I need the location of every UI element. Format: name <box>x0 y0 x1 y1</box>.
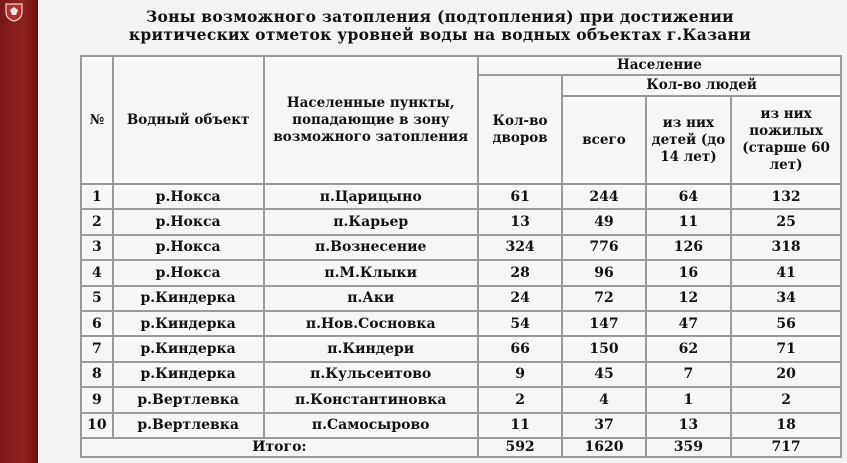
cell-households: 11 <box>478 413 562 438</box>
cell-children: 13 <box>646 413 731 438</box>
cell-settlement: п.Киндери <box>264 336 478 361</box>
cell-num: 1 <box>81 184 113 209</box>
cell-water-object: р.Нокса <box>113 184 264 209</box>
cell-num: 8 <box>81 362 113 387</box>
table-row <box>81 311 841 336</box>
table-row <box>81 286 841 311</box>
cell-total: 37 <box>562 413 645 438</box>
cell-households: 66 <box>478 336 562 361</box>
cell-num: 4 <box>81 260 113 285</box>
totals-elderly: 717 <box>731 438 841 457</box>
title-line-2: критических отметок уровней воды на водных объектах г.Казани <box>128 25 752 44</box>
cell-children: 126 <box>646 235 731 260</box>
cell-total: 96 <box>562 260 645 285</box>
cell-elderly: 18 <box>731 413 841 438</box>
cell-settlement: п.Кульсеитово <box>264 362 478 387</box>
cell-total: 147 <box>562 311 645 336</box>
flood-zones-table <box>80 55 842 458</box>
cell-settlement: п.Карьер <box>264 209 478 234</box>
header-total: всего <box>562 96 645 184</box>
cell-children: 47 <box>646 311 731 336</box>
page-title <box>80 8 800 44</box>
cell-elderly: 41 <box>731 260 841 285</box>
table-row <box>81 387 841 412</box>
cell-total: 150 <box>562 336 645 361</box>
cell-total: 45 <box>562 362 645 387</box>
cell-settlement: п.Нов.Сосновка <box>264 311 478 336</box>
cell-settlement: п.Вознесение <box>264 235 478 260</box>
cell-children: 7 <box>646 362 731 387</box>
cell-households: 2 <box>478 387 562 412</box>
cell-households: 324 <box>478 235 562 260</box>
cell-total: 244 <box>562 184 645 209</box>
cell-elderly: 132 <box>731 184 841 209</box>
cell-total: 4 <box>562 387 645 412</box>
cell-children: 64 <box>646 184 731 209</box>
cell-elderly: 56 <box>731 311 841 336</box>
cell-elderly: 318 <box>731 235 841 260</box>
header-elderly: из них пожилых (старше 60 лет) <box>731 96 841 184</box>
cell-elderly: 25 <box>731 209 841 234</box>
table-row <box>81 413 841 438</box>
totals-children: 359 <box>646 438 731 457</box>
cell-children: 11 <box>646 209 731 234</box>
totals-row <box>81 438 841 457</box>
table-row <box>81 336 841 361</box>
cell-households: 9 <box>478 362 562 387</box>
cell-water-object: р.Киндерка <box>113 362 264 387</box>
cell-children: 1 <box>646 387 731 412</box>
side-band <box>0 0 38 463</box>
cell-settlement: п.Константиновка <box>264 387 478 412</box>
table-row <box>81 260 841 285</box>
cell-num: 2 <box>81 209 113 234</box>
cell-households: 24 <box>478 286 562 311</box>
cell-num: 9 <box>81 387 113 412</box>
cell-num: 6 <box>81 311 113 336</box>
cell-num: 7 <box>81 336 113 361</box>
cell-water-object: р.Нокса <box>113 235 264 260</box>
cell-children: 16 <box>646 260 731 285</box>
table-row <box>81 235 841 260</box>
cell-settlement: п.Царицыно <box>264 184 478 209</box>
header-row <box>81 56 841 75</box>
table-row <box>81 209 841 234</box>
cell-elderly: 34 <box>731 286 841 311</box>
cell-settlement: п.Аки <box>264 286 478 311</box>
coat-of-arms-icon <box>4 2 24 22</box>
cell-households: 13 <box>478 209 562 234</box>
header-settlements: Населенные пункты, попадающие в зону возможного затопления <box>264 56 478 184</box>
cell-water-object: р.Киндерка <box>113 286 264 311</box>
header-households: Кол-во дворов <box>478 75 562 184</box>
header-children: из них детей (до 14 лет) <box>646 96 731 184</box>
cell-households: 54 <box>478 311 562 336</box>
totals-total: 1620 <box>562 438 645 457</box>
cell-children: 12 <box>646 286 731 311</box>
cell-water-object: р.Нокса <box>113 260 264 285</box>
header-people: Кол-во людей <box>562 75 841 96</box>
cell-elderly: 20 <box>731 362 841 387</box>
table-row <box>81 362 841 387</box>
cell-water-object: р.Вертлевка <box>113 387 264 412</box>
cell-total: 72 <box>562 286 645 311</box>
cell-water-object: р.Вертлевка <box>113 413 264 438</box>
cell-water-object: р.Нокса <box>113 209 264 234</box>
cell-water-object: р.Киндерка <box>113 336 264 361</box>
cell-num: 5 <box>81 286 113 311</box>
header-num: № <box>81 56 113 184</box>
header-population: Население <box>478 56 841 75</box>
cell-households: 61 <box>478 184 562 209</box>
cell-settlement: п.Самосырово <box>264 413 478 438</box>
cell-total: 49 <box>562 209 645 234</box>
cell-total: 776 <box>562 235 645 260</box>
cell-water-object: р.Киндерка <box>113 311 264 336</box>
header-water-object: Водный объект <box>113 56 264 184</box>
cell-settlement: п.М.Клыки <box>264 260 478 285</box>
cell-elderly: 2 <box>731 387 841 412</box>
cell-num: 3 <box>81 235 113 260</box>
cell-children: 62 <box>646 336 731 361</box>
title-line-1: Зоны возможного затопления (подтопления) при достижении <box>146 7 734 26</box>
cell-households: 28 <box>478 260 562 285</box>
totals-label: Итого: <box>81 438 478 457</box>
totals-households: 592 <box>478 438 562 457</box>
cell-num: 10 <box>81 413 113 438</box>
table-row <box>81 184 841 209</box>
cell-elderly: 71 <box>731 336 841 361</box>
